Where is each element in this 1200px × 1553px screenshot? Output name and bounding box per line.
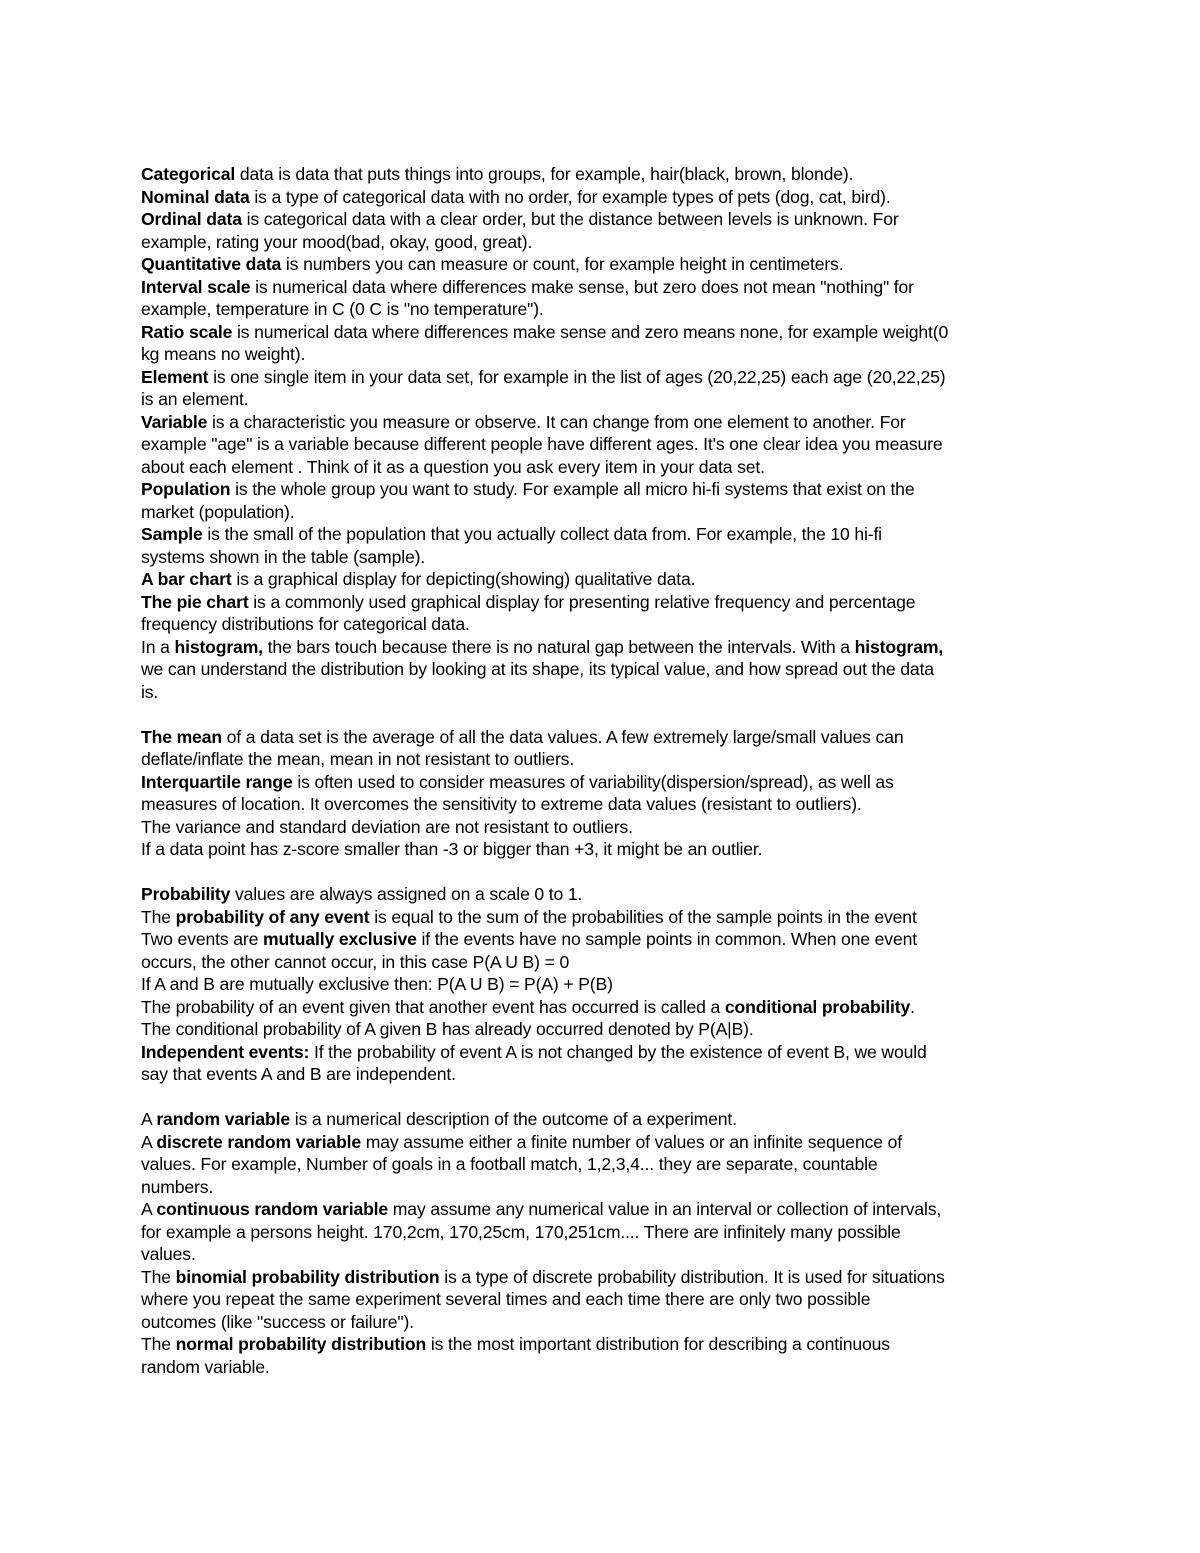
paragraph [141,1108,1066,1131]
bold-term: Nominal data [141,186,250,207]
text-run: is. [141,681,159,702]
bold-term: probability of any event [175,906,370,927]
text-line [141,388,1066,411]
text-run: random variable. [141,1356,270,1377]
text-run: example, rating your mood(bad, okay, good, great). [141,231,533,252]
text-line [141,1288,1066,1311]
text-line [141,433,1066,456]
text-run: measures of location. It overcomes the sensitivity to extreme data values (resistant to outliers). [141,794,862,814]
bold-term: random variable [156,1109,291,1129]
document-body [141,163,1066,1378]
blank-line [141,703,1066,726]
paragraph [141,208,1066,253]
text-line [141,636,1066,659]
text-run: is numerical data where differences make sense and zero means none, for example weight(0 [232,321,949,342]
paragraph [141,928,1066,973]
text-line [141,951,1066,974]
text-line [141,726,1066,749]
paragraph [141,1131,1066,1199]
text-line [141,186,1066,209]
text-line [141,883,1066,906]
bold-term: Interquartile range [141,771,293,792]
text-run: is the small of the population that you actually collect data from. For example, the 10 hi-fi [202,524,882,544]
text-run: The conditional probability of A given B has already occurred denoted by P(A|B). [141,1019,754,1039]
text-line [141,1198,1066,1221]
text-line [141,591,1066,614]
paragraph [141,591,1066,636]
text-line [141,681,1066,704]
bold-term: Quantitative data [141,254,282,274]
text-run: data is data that puts things into groups, for example, hair(black, brown, blonde). [235,164,854,184]
text-run: the bars touch because there is no natural gap between the intervals. With a [262,636,855,657]
text-run: is a type of discrete probability distribution. It is used for situations [439,1266,945,1287]
text-line [141,1311,1066,1334]
text-run: If A and B are mutually exclusive then: P(A U B) = P(A) + P(B) [141,974,613,994]
bold-term: binomial probability distribution [175,1266,440,1287]
text-run: is the most important distribution for describing a continuous [426,1334,890,1354]
text-line [141,771,1066,794]
text-run: where you repeat the same experiment several times and each time there are only two possible [141,1289,871,1309]
paragraph [141,1198,1066,1266]
bold-term: histogram, [854,636,944,657]
text-line [141,231,1066,254]
text-line [141,456,1066,479]
text-line [141,1243,1066,1266]
paragraph [141,253,1066,276]
text-run: is a type of categorical data with no order, for example types of pets (dog, cat, bird). [249,186,891,207]
bold-term: normal probability distribution [175,1334,427,1354]
text-line [141,1108,1066,1131]
paragraph [141,636,1066,704]
bold-term: Variable [141,411,208,432]
text-run: If the probability of event A is not changed by the existence of event B, we would [309,1041,927,1062]
text-run: kg means no weight). [141,344,306,364]
text-line [141,568,1066,591]
paragraph [141,411,1066,479]
bold-term: Interval scale [141,276,251,297]
bold-term: Element [141,366,209,387]
text-run: if the events have no sample points in common. When one event [416,929,917,949]
text-run: is the whole group you want to study. For example all micro hi-fi systems that exist on the [230,479,915,499]
text-run: Two events are [141,929,263,949]
bold-term: conditional probability [724,996,911,1017]
text-line [141,163,1066,186]
text-run: of a data set is the average of all the data values. A few extremely large/small values can [221,726,904,747]
text-run: is a graphical display for depicting(showing) qualitative data. [231,569,696,589]
bold-term: The mean [141,726,222,747]
blank-line [141,861,1066,884]
text-line [141,748,1066,771]
paragraph [141,321,1066,366]
bold-term: continuous random variable [156,1199,389,1219]
text-run: example, temperature in C (0 C is "no temperature"). [141,299,544,319]
paragraph [141,1018,1066,1041]
text-run: example "age" is a variable because different people have different ages. It's one clear idea you measure [141,434,943,454]
text-run: is a commonly used graphical display for presenting relative frequency and percentage [248,591,916,612]
paragraph [141,726,1066,771]
text-line [141,298,1066,321]
text-line [141,321,1066,344]
text-run: is one single item in your data set, for example in the list of ages (20,22,25) each age (20,22,25) [208,366,946,387]
text-line [141,1041,1066,1064]
paragraph [141,568,1066,591]
text-run: deflate/inflate the mean, mean in not resistant to outliers. [141,749,575,769]
paragraph [141,771,1066,816]
text-run: for example a persons height. 170,2cm, 170,25cm, 170,251cm.... There are infinitely many possible [141,1221,901,1242]
bold-term: Probability [141,884,231,904]
paragraph [141,838,1066,861]
paragraph [141,816,1066,839]
bold-term: The pie chart [141,591,249,612]
paragraph [141,478,1066,523]
text-run: The [141,906,176,927]
text-line [141,523,1066,546]
text-run: A [141,1109,157,1129]
text-run: The [141,1334,176,1354]
text-run: values are always assigned on a scale 0 to 1. [230,884,583,904]
text-run: market (population). [141,501,295,522]
text-line [141,501,1066,524]
paragraph [141,906,1066,929]
text-run: values. For example, Number of goals in a football match, 1,2,3,4... they are separate, countable [141,1154,878,1174]
text-run: occurs, the other cannot occur, in this case P(A U B) = 0 [141,951,570,972]
text-line [141,1356,1066,1379]
text-line [141,1063,1066,1086]
text-run: A [141,1131,157,1152]
bold-term: Ratio scale [141,321,233,342]
bold-term: mutually exclusive [262,929,417,949]
text-run: values. [141,1244,196,1264]
text-line [141,1018,1066,1041]
text-run: is numbers you can measure or count, for example height in centimeters. [281,254,844,274]
paragraph [141,523,1066,568]
bold-term: A bar chart [141,569,232,589]
text-line [141,253,1066,276]
bold-term: histogram, [174,636,263,657]
text-line [141,1221,1066,1244]
text-line [141,996,1066,1019]
text-line [141,478,1066,501]
text-run: outcomes (like "success or failure"). [141,1311,414,1332]
text-run: is an element. [141,389,249,409]
bold-term: Independent events: [141,1041,310,1062]
text-line [141,793,1066,816]
blank-line [141,1086,1066,1109]
text-line [141,1153,1066,1176]
text-line [141,928,1066,951]
paragraph [141,1266,1066,1334]
text-line [141,343,1066,366]
bold-term: discrete random variable [156,1131,362,1152]
text-run: about each element . Think of it as a question you ask every item in your data set. [141,456,765,477]
text-line [141,276,1066,299]
text-run: numbers. [141,1176,214,1197]
text-run: The variance and standard deviation are not resistant to outliers. [141,816,633,837]
bold-term: Categorical [141,164,236,184]
text-run: The probability of an event given that another event has occurred is called a [141,996,725,1017]
paragraph [141,996,1066,1019]
text-line [141,1131,1066,1154]
text-run: The [141,1266,176,1287]
text-run: is equal to the sum of the probabilities of the sample points in the event [369,906,917,927]
text-line [141,658,1066,681]
text-run: If a data point has z-score smaller than -3 or bigger than +3, it might be an outlier. [141,839,763,859]
paragraph [141,883,1066,906]
text-line [141,838,1066,861]
text-run: is a numerical description of the outcome of a experiment. [290,1109,737,1129]
paragraph [141,1041,1066,1086]
text-run: A [141,1199,157,1219]
text-line [141,906,1066,929]
text-run: frequency distributions for categorical data. [141,614,470,634]
text-run: is numerical data where differences make sense, but zero does not mean "nothing" for [250,276,914,297]
text-line [141,973,1066,996]
text-line [141,546,1066,569]
paragraph [141,1333,1066,1378]
text-run: is a characteristic you measure or observe. It can change from one element to another. For [207,411,906,432]
paragraph [141,366,1066,411]
text-line [141,208,1066,231]
text-line [141,816,1066,839]
paragraph [141,163,1066,186]
text-run: systems shown in the table (sample). [141,546,426,567]
text-run: say that events A and B are independent. [141,1064,456,1084]
bold-term: Sample [141,524,203,544]
text-line [141,366,1066,389]
paragraph [141,186,1066,209]
text-run: . [910,996,915,1017]
text-line [141,1266,1066,1289]
text-run: is categorical data with a clear order, but the distance between levels is unknown. For [241,209,899,229]
text-run: we can understand the distribution by looking at its shape, its typical value, and how spread out the data [141,659,934,679]
text-run: is often used to consider measures of variability(dispersion/spread), as well as [292,771,894,792]
text-line [141,411,1066,434]
bold-term: Ordinal data [141,209,242,229]
paragraph [141,973,1066,996]
text-run: In a [141,636,175,657]
text-run: may assume either a finite number of values or an infinite sequence of [361,1131,902,1152]
text-run: may assume any numerical value in an interval or collection of intervals, [388,1199,942,1219]
text-line [141,613,1066,636]
bold-term: Population [141,479,231,499]
text-line [141,1333,1066,1356]
paragraph [141,276,1066,321]
text-line [141,1176,1066,1199]
